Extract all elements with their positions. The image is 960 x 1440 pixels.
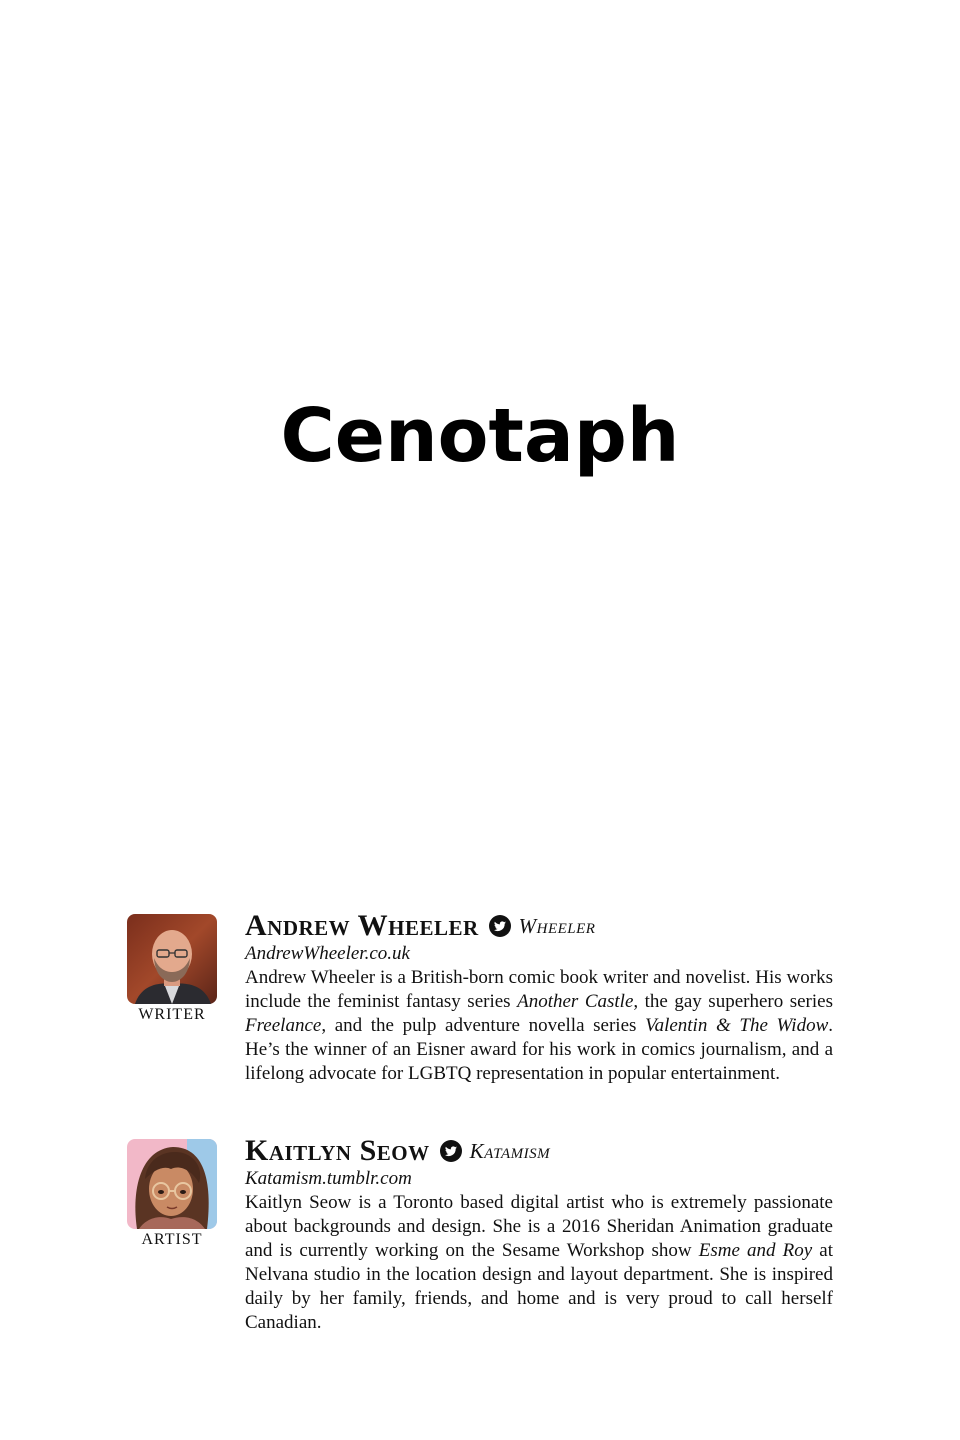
bio-title-text: Another Castle bbox=[517, 991, 634, 1012]
writer-twitter-handle[interactable]: Wheeler bbox=[518, 913, 596, 938]
bio-title-text: Freelance bbox=[245, 1015, 322, 1036]
artist-twitter-handle[interactable]: Katamism bbox=[469, 1138, 551, 1163]
book-title: Cenotaph bbox=[280, 393, 680, 479]
artist-avatar bbox=[127, 1139, 217, 1229]
writer-text bbox=[245, 910, 833, 1086]
artist-name: Kaitlyn Seow bbox=[245, 1134, 430, 1167]
bio-text: , the gay superhero series bbox=[633, 991, 833, 1012]
artist-avatar-column bbox=[127, 1139, 217, 1249]
writer-avatar bbox=[127, 914, 217, 1004]
bio-text: at Nelvana studio in the location design and layout department. She is inspired daily by her family, friends, and home and is very proud to call herself Canadian. bbox=[245, 1240, 834, 1333]
artist-description bbox=[245, 1191, 833, 1335]
writer-description bbox=[245, 966, 833, 1086]
artist-name-line bbox=[245, 1135, 833, 1167]
twitter-icon bbox=[489, 915, 511, 937]
writer-role-label: WRITER bbox=[138, 1006, 206, 1023]
writer-name-line bbox=[245, 910, 833, 942]
artist-text bbox=[245, 1135, 833, 1335]
bio-text: Kaitlyn Seow is a Toronto based digital artist who is extremely passionate about backgrounds and design. She is a 2016 Sheridan Animation graduate and is currently working on the Sesame Workshop show bbox=[245, 1192, 833, 1261]
bio-title-text: Valentin & The Widow bbox=[645, 1015, 829, 1036]
writer-website[interactable]: AndrewWheeler.co.uk bbox=[245, 943, 410, 964]
bio-text: , and the pulp adventure novella series bbox=[321, 1015, 646, 1036]
bio-title-text: Esme and Roy bbox=[698, 1240, 813, 1261]
bio-text: Andrew Wheeler is a British-born comic book writer and novelist. His works include the feminist fantasy series bbox=[245, 967, 833, 1012]
bio-text: . He’s the winner of an Eisner award for his work in comics journalism, and a lifelong advocate for LGBTQ representation in popular entertainment. bbox=[245, 1015, 834, 1084]
artist-website[interactable]: Katamism.tumblr.com bbox=[245, 1168, 412, 1189]
writer-name: Andrew Wheeler bbox=[245, 909, 479, 942]
writer-avatar-column bbox=[127, 914, 217, 1024]
artist-role-label: ARTIST bbox=[141, 1231, 203, 1248]
twitter-icon bbox=[440, 1140, 462, 1162]
